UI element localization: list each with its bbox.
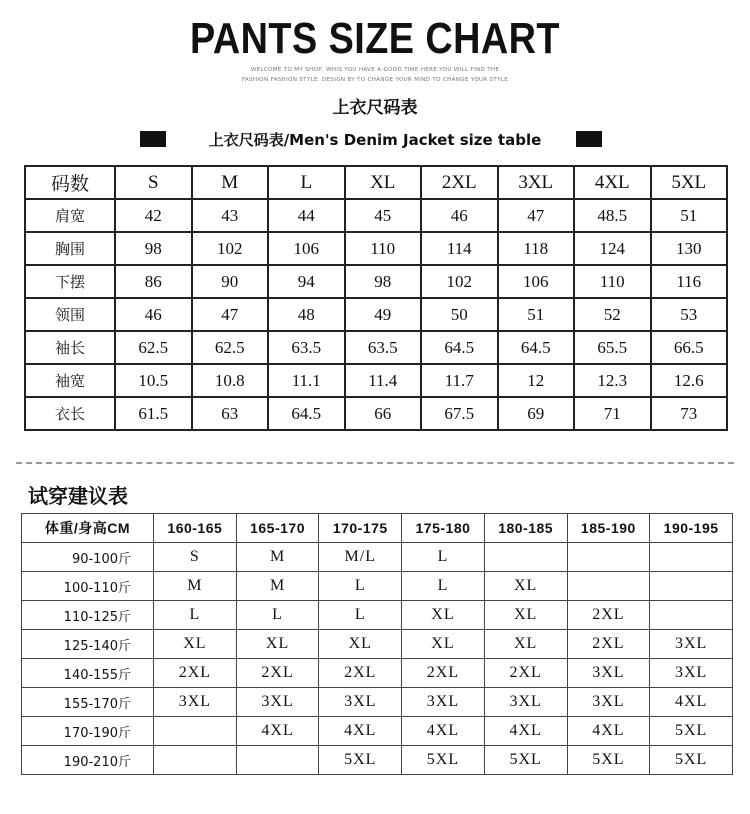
fit-table-cell [567,572,650,601]
fit-table-row [22,543,733,572]
size-table-cell: 102 [192,232,269,265]
fit-table-row-label: 110-125斤 [22,601,154,630]
fit-table-header-cell: 175-180 [402,514,485,543]
size-table-cell: 11.4 [345,364,422,397]
size-table-cell: 110 [345,232,422,265]
size-table-cell: 45 [345,199,422,232]
fit-table-cell: 3XL [236,688,319,717]
size-table-cell: 62.5 [115,331,192,364]
fit-table-cell: L [319,572,402,601]
size-table-cell: 61.5 [115,397,192,430]
tagline-line-1: WELCOME TO MY SHOP, WHIS YOU HAVE A GOOD TIME HERE YOU WILL FIND THE [250,67,500,73]
fit-table-cell [650,543,733,572]
fit-table-cell: XL [484,601,567,630]
fit-table-cell: XL [154,630,237,659]
fit-table-row-label: 90-100斤 [22,543,154,572]
fit-table-row [22,746,733,775]
size-table-cell: 48 [268,298,345,331]
size-table-cell: 51 [651,199,728,232]
size-table-cell: 94 [268,265,345,298]
size-table-cell: 71 [574,397,651,430]
size-table-caption: 上衣尺码表/Men's Denim Jacket size table [208,131,542,149]
fit-table-cell: XL [236,630,319,659]
size-table-cell: 73 [651,397,728,430]
size-table-cell: 64.5 [268,397,345,430]
size-table-cell: 116 [651,265,728,298]
size-table-header-label: 码数 [25,166,115,199]
fit-table-cell [236,746,319,775]
fit-table-row-label: 170-190斤 [22,717,154,746]
size-table-cell: 86 [115,265,192,298]
size-table-cell: 53 [651,298,728,331]
fit-table-cell: 3XL [650,659,733,688]
size-table-cell: 106 [498,265,575,298]
section-divider [16,462,734,464]
fit-table-header-cell: 170-175 [319,514,402,543]
size-table-cell: 43 [192,199,269,232]
fit-table-row-label: 125-140斤 [22,630,154,659]
size-table-header-cell: M [192,166,269,199]
size-table-cell: 90 [192,265,269,298]
tagline-line-2: FASHION FASHION STYLE. DESIGN BY TO CHANGE YOUR MIND TO CHANGE YOUR STYLE [241,77,509,83]
fit-table-row [22,630,733,659]
fit-table-cell: 4XL [484,717,567,746]
fit-table-cell [154,746,237,775]
size-table-row [25,397,727,430]
size-table-cell: 63.5 [268,331,345,364]
fit-table-cell: L [402,543,485,572]
fit-table-header-label: 体重/身高CM [22,514,154,543]
fit-table-row [22,572,733,601]
fit-table-cell: 4XL [567,717,650,746]
size-table-row [25,199,727,232]
size-table-cell: 46 [115,298,192,331]
fit-table-cell: 4XL [402,717,485,746]
fit-table-row-label: 155-170斤 [22,688,154,717]
size-table-row [25,331,727,364]
fit-table-cell [650,572,733,601]
fit-table-cell: XL [484,630,567,659]
size-table-header-cell: S [115,166,192,199]
fit-table-row-label: 140-155斤 [22,659,154,688]
size-table-cell: 64.5 [498,331,575,364]
size-table-cell: 67.5 [421,397,498,430]
fit-table-cell: 5XL [650,717,733,746]
fit-table-row [22,601,733,630]
size-table-cell: 130 [651,232,728,265]
fit-table-header-cell: 160-165 [154,514,237,543]
fit-table-cell: 2XL [236,659,319,688]
size-table-row-label: 袖长 [25,331,115,364]
fit-table-cell: 2XL [484,659,567,688]
size-table-header-cell: L [268,166,345,199]
size-table-header-cell: 2XL [421,166,498,199]
fit-table-header-cell: 190-195 [650,514,733,543]
size-table-cell: 69 [498,397,575,430]
fit-suggestion-title: 试穿建议表 [28,484,128,508]
size-table-header-cell: XL [345,166,422,199]
size-table-row-label: 胸围 [25,232,115,265]
size-table-cell: 110 [574,265,651,298]
size-table-header-cell: 5XL [651,166,728,199]
size-table-cell: 46 [421,199,498,232]
fit-table-cell: S [154,543,237,572]
size-table-header-cell: 4XL [574,166,651,199]
fit-table-cell: M [154,572,237,601]
size-table-cell: 118 [498,232,575,265]
size-table-row-label: 领围 [25,298,115,331]
fit-table-cell: XL [402,601,485,630]
size-table-cell: 64.5 [421,331,498,364]
size-table-cell: 63.5 [345,331,422,364]
size-table-cell: 42 [115,199,192,232]
fit-table-cell: 4XL [319,717,402,746]
size-table-cell: 66 [345,397,422,430]
size-table-cell: 52 [574,298,651,331]
size-table-cell: 12.6 [651,364,728,397]
size-table-cell: 12.3 [574,364,651,397]
fit-table-cell: XL [484,572,567,601]
fit-table-cell: 5XL [402,746,485,775]
fit-table-row [22,659,733,688]
size-table-cell: 49 [345,298,422,331]
fit-table-cell: L [236,601,319,630]
size-table-cell: 124 [574,232,651,265]
fit-table-cell: L [319,601,402,630]
size-table-cell: 102 [421,265,498,298]
fit-table-header-cell: 180-185 [484,514,567,543]
fit-table-cell [567,543,650,572]
size-table-cell: 47 [498,199,575,232]
size-table-cell: 66.5 [651,331,728,364]
fit-table-cell: 2XL [567,601,650,630]
size-table-header-cell: 3XL [498,166,575,199]
size-table-row [25,364,727,397]
fit-table-header-row [22,514,733,543]
fit-table-cell: XL [319,630,402,659]
size-table-row-label: 袖宽 [25,364,115,397]
decorative-bar-right [576,131,602,147]
size-table-row-label: 下摆 [25,265,115,298]
fit-table-row [22,717,733,746]
subtitle-cn: 上衣尺码表 [332,98,418,118]
size-table-cell: 48.5 [574,199,651,232]
fit-table-cell: 5XL [484,746,567,775]
fit-table-row-label: 190-210斤 [22,746,154,775]
page-title: PANTS SIZE CHART [190,14,560,63]
fit-table-cell: 3XL [154,688,237,717]
size-table-cell: 12 [498,364,575,397]
size-table-cell: 10.5 [115,364,192,397]
size-table-cell: 51 [498,298,575,331]
fit-table-cell: 2XL [567,630,650,659]
fit-table-cell: 5XL [650,746,733,775]
fit-table-cell: M [236,572,319,601]
size-table-cell: 11.7 [421,364,498,397]
fit-table-cell: 3XL [650,630,733,659]
size-table-row [25,232,727,265]
size-table-row [25,298,727,331]
fit-table-row-label: 100-110斤 [22,572,154,601]
fit-table-cell: L [154,601,237,630]
fit-table-cell: 3XL [567,659,650,688]
size-table [24,165,728,431]
size-table-cell: 50 [421,298,498,331]
fit-table-header-cell: 185-190 [567,514,650,543]
fit-table-cell: 3XL [319,688,402,717]
size-table-cell: 44 [268,199,345,232]
fit-table-cell [484,543,567,572]
size-table-cell: 10.8 [192,364,269,397]
fit-table-cell: M [236,543,319,572]
size-table-cell: 62.5 [192,331,269,364]
fit-table-header-cell: 165-170 [236,514,319,543]
fit-table-cell: 3XL [402,688,485,717]
fit-table-cell: XL [402,630,485,659]
fit-table-cell: 5XL [567,746,650,775]
fit-table-cell [154,717,237,746]
size-table-cell: 11.1 [268,364,345,397]
fit-table-cell: 2XL [402,659,485,688]
fit-table-cell: 3XL [567,688,650,717]
fit-table-cell: M/L [319,543,402,572]
size-table-row [25,265,727,298]
size-table-cell: 106 [268,232,345,265]
fit-suggestion-table [21,513,733,775]
size-table-cell: 47 [192,298,269,331]
size-table-cell: 65.5 [574,331,651,364]
fit-table-cell: 3XL [484,688,567,717]
fit-table-cell: L [402,572,485,601]
size-table-cell: 98 [345,265,422,298]
fit-table-cell: 2XL [154,659,237,688]
fit-table-cell: 2XL [319,659,402,688]
size-table-cell: 98 [115,232,192,265]
fit-table-cell: 5XL [319,746,402,775]
size-table-cell: 63 [192,397,269,430]
fit-table-cell: 4XL [236,717,319,746]
fit-table-cell: 4XL [650,688,733,717]
size-table-cell: 114 [421,232,498,265]
size-table-row-label: 肩宽 [25,199,115,232]
fit-table-row [22,688,733,717]
size-table-row-label: 衣长 [25,397,115,430]
fit-table-cell [650,601,733,630]
size-table-header-row [25,166,727,199]
